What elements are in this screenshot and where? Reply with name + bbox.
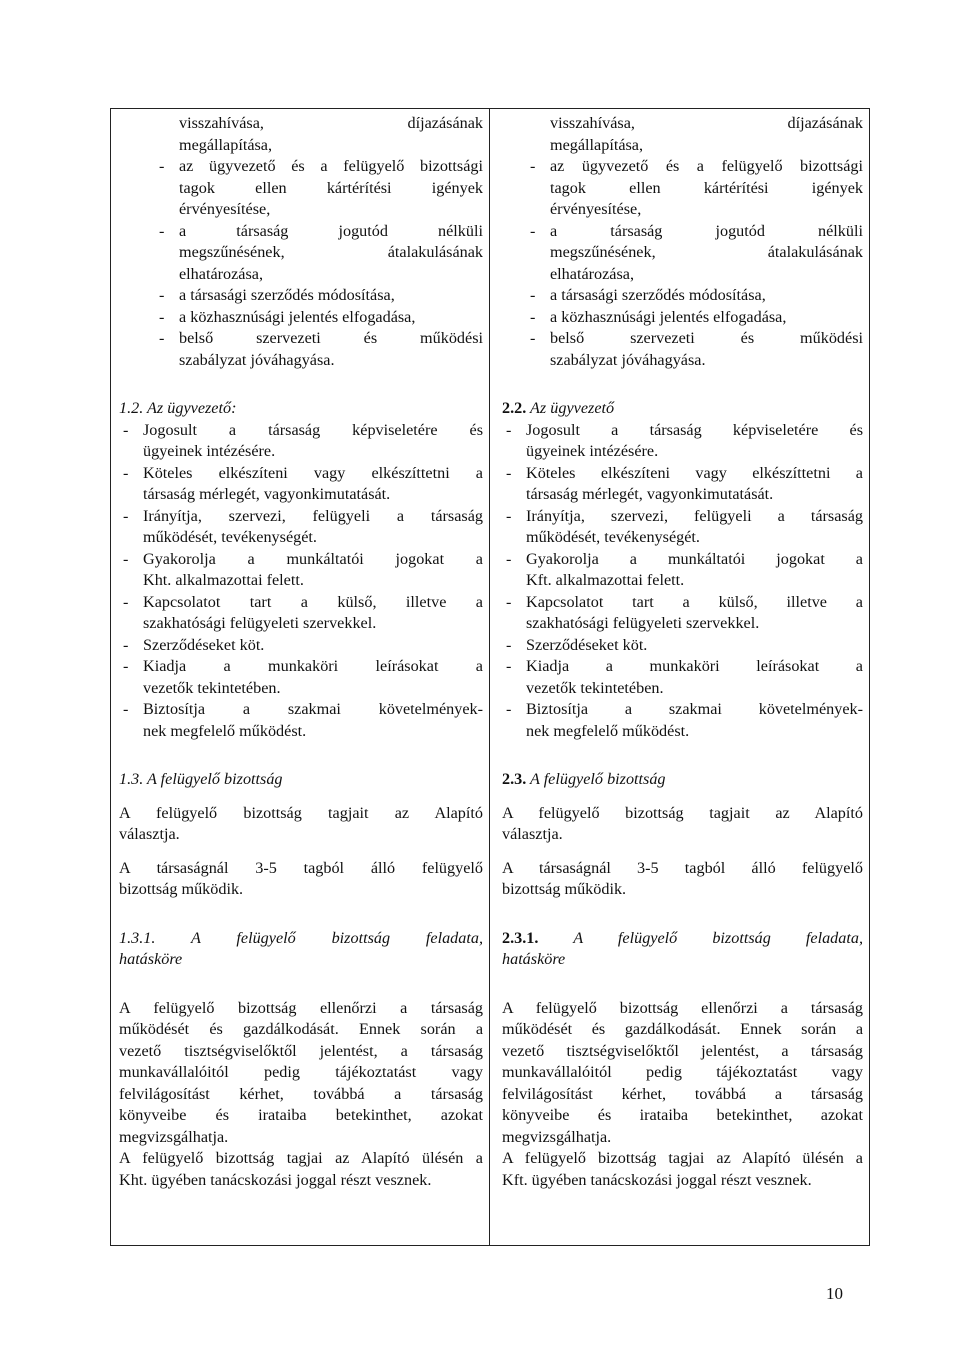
list-item: - Biztosítja a szakmai követelmények- nek megfelelő működést. <box>123 700 483 740</box>
list-item: - a közhasznúsági jelentés elfogadása, <box>530 307 787 326</box>
section-heading-2-2: 2.2. Az ügyvezető <box>502 399 615 417</box>
list-item: - Jogosult a társaság képviseletére és ügyeinek intézésére. <box>123 420 483 460</box>
page-number: 10 <box>826 1284 843 1303</box>
left-sec131-p2: A felügyelő bizottság tagjai az Alapító ülésén a Kht. ügyében tanácskozási joggal részt vesznek. <box>119 1149 483 1189</box>
left-sec13-p2: A társaságnál 3-5 tagból álló felügyelő bizottság működik. <box>119 858 483 898</box>
left-sec12-list <box>119 420 483 743</box>
list-item: - belső szervezeti és működési szabályzat jóváhagyása. <box>530 329 863 369</box>
right-top-line: díjazásának <box>787 114 863 132</box>
section-heading-2-3-1: 2.3.1. A felügyelő bizottság feladata, hatásköre <box>502 928 863 968</box>
right-sec22-list <box>502 420 863 743</box>
right-top-cont <box>502 113 863 156</box>
list-item: - Kiadja a munkaköri leírásokat a vezetők tekintetében. <box>123 657 483 697</box>
left-top-line: díjazásának <box>407 114 483 132</box>
left-top-cont <box>119 113 483 156</box>
list-item: - Szerződéseket köt. <box>123 635 265 654</box>
list-item: - Köteles elkészíteni vagy elkészíttetni a társaság mérlegét, vagyonkimutatását. <box>123 463 483 503</box>
list-item: - Kiadja a munkaköri leírásokat a vezetők tekintetében. <box>506 657 863 697</box>
left-column <box>111 109 490 1245</box>
right-sec23-p1: A felügyelő bizottság tagjait az Alapító választja. <box>502 803 863 843</box>
list-item: - Jogosult a társaság képviseletére és ügyeinek intézésére. <box>506 420 863 460</box>
left-top-line: visszahívása, <box>179 114 264 132</box>
left-top-line: megállapítása, <box>179 135 273 154</box>
list-item: - az ügyvezető és a felügyelő bizottsági tagok ellen kártérítési igények érvényesítése, <box>159 157 483 218</box>
left-sec13-p1: A felügyelő bizottság tagjait az Alapító választja. <box>119 803 483 843</box>
left-top-list <box>119 156 483 371</box>
list-item: - Irányítja, szervezi, felügyeli a társaság működését, tevékenységét. <box>123 506 483 546</box>
section-heading-1-3: 1.3. A felügyelő bizottság <box>119 770 283 788</box>
left-sec131-p1: A felügyelő bizottság ellenőrzi a társaság működését és gazdálkodását. Ennek során a vezető tisztségviselőktől jelentést, a társaság munkavállalóitól pedig tájékoztatást vagy felvilágosítást kérhet, továbbá a társaság könyveibe és irataiba betekinthet, azokat megvizsgálhatja. <box>119 998 483 1146</box>
list-item: - Kapcsolatot tart a külső, illetve a szakhatósági felügyeleti szervekkel. <box>506 592 863 632</box>
comparison-table <box>110 108 870 1246</box>
right-column <box>490 109 869 1245</box>
right-top-line: visszahívása, <box>550 114 635 132</box>
list-item: - a társasági szerződés módosítása, <box>159 286 395 304</box>
right-sec23-p2: A társaságnál 3-5 tagból álló felügyelő bizottság működik. <box>502 858 863 898</box>
section-heading-1-2: 1.2. Az ügyvezető: <box>119 399 237 417</box>
right-sec231-p2: A felügyelő bizottság tagjai az Alapító ülésén a Kft. ügyében tanácskozási joggal részt vesznek. <box>502 1149 863 1189</box>
list-item: - az ügyvezető és a felügyelő bizottsági tagok ellen kártérítési igények érvényesítése, <box>530 157 863 218</box>
list-item: - Gyakorolja a munkáltatói jogokat a Kft. alkalmazottai felett. <box>506 549 863 589</box>
list-item: - a közhasznúsági jelentés elfogadása, <box>159 307 416 326</box>
right-sec231-p1: A felügyelő bizottság ellenőrzi a társaság működését és gazdálkodását. Ennek során a vezető tisztségviselőktől jelentést, a társaság munkavállalóitól pedig tájékoztatást vagy felvilágosítást kérhet, továbbá a társaság könyveibe és irataiba betekinthet, azokat megvizsgálhatja. <box>502 998 863 1146</box>
list-item: - Kapcsolatot tart a külső, illetve a szakhatósági felügyeleti szervekkel. <box>123 592 483 632</box>
section-heading-2-3: 2.3. A felügyelő bizottság <box>502 770 666 788</box>
right-top-list <box>502 156 863 371</box>
list-item: - Irányítja, szervezi, felügyeli a társaság működését, tevékenységét. <box>506 506 863 546</box>
list-item: - a társaság jogutód nélküli megszűnésének, átalakulásának elhatározása, <box>159 221 483 283</box>
list-item: - Biztosítja a szakmai követelmények- nek megfelelő működést. <box>506 700 863 740</box>
section-heading-1-3-1: 1.3.1. A felügyelő bizottság feladata, hatásköre <box>119 928 483 968</box>
list-item: - Szerződéseket köt. <box>506 635 648 654</box>
list-item: - Gyakorolja a munkáltatói jogokat a Kht. alkalmazottai felett. <box>123 549 483 589</box>
list-item: - a társasági szerződés módosítása, <box>530 286 766 304</box>
right-top-line: megállapítása, <box>550 135 644 154</box>
list-item: - Köteles elkészíteni vagy elkészíttetni a társaság mérlegét, vagyonkimutatását. <box>506 463 863 503</box>
list-item: - a társaság jogutód nélküli megszűnésének, átalakulásának elhatározása, <box>530 221 863 283</box>
list-item: - belső szervezeti és működési szabályzat jóváhagyása. <box>159 329 483 369</box>
